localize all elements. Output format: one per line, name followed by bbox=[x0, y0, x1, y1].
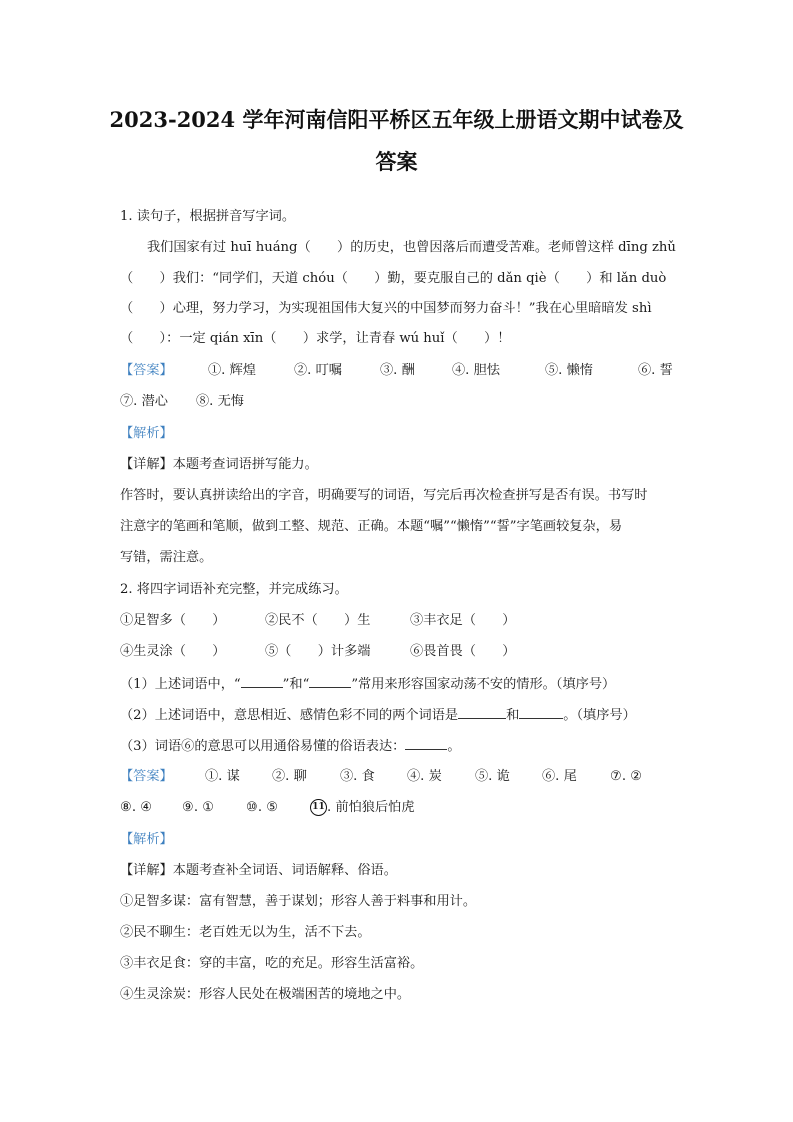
document-title-line2: 答案 bbox=[375, 149, 418, 174]
q2-explanation: ④生灵涂炭：形容人民处在极端困苦的境地之中。 bbox=[120, 987, 411, 1002]
sub-text: 。（填序号） bbox=[563, 708, 636, 723]
q2-explanation: ③丰衣足食：穿的丰富，吃的充足。形容生活富裕。 bbox=[120, 956, 424, 971]
answer-item: ⑤. 诡 bbox=[475, 769, 510, 784]
q1-stem: 1. 读句子，根据拼音写字词。 bbox=[120, 209, 296, 224]
idiom-item: ⑤（ ）计多端 bbox=[265, 644, 371, 659]
answer-item: ②. 聊 bbox=[272, 769, 307, 784]
sub-text: 。 bbox=[447, 739, 461, 754]
sub-text: （2）上述词语中，意思相近、感情色彩不同的两个词语是 bbox=[120, 708, 459, 723]
answer-item: ④. 炭 bbox=[407, 769, 442, 784]
answer-item: ③. 酬 bbox=[380, 363, 415, 378]
answer-item: ⑤. 懒惰 bbox=[545, 363, 593, 378]
document-title-line1: 2023-2024 学年河南信阳平桥区五年级上册语文期中试卷及 bbox=[109, 107, 684, 132]
q1-detail-line: 注意字的笔画和笔顺，做到工整、规范、正确。本题“嘱”“懒惰”“誓”字笔画较复杂，易 bbox=[120, 519, 623, 534]
sub-text: ”常用来形容国家动荡不安的情形。（填序号） bbox=[351, 677, 616, 692]
answer-item: ②. 叮嘱 bbox=[294, 363, 342, 378]
idiom-item: ⑥畏首畏（ ） bbox=[410, 644, 516, 659]
q1-detail-line: 作答时，要认真拼读给出的字音，明确要写的词语，写完后再次检查拼写是否有误。书写时 bbox=[120, 488, 648, 503]
answer-item: ⑨. ① bbox=[182, 800, 215, 815]
answer-item-11 bbox=[310, 799, 415, 817]
q1-passage-line: （ ）：一定 qián xīn（ ）求学，让青春 wú huǐ（ ）！ bbox=[120, 331, 511, 346]
q2-detail-heading bbox=[120, 862, 680, 880]
q2-subquestion-3 bbox=[120, 737, 680, 756]
answer-item: ⑥. 尾 bbox=[542, 769, 577, 784]
idiom-item: ①足智多（ ） bbox=[120, 613, 226, 628]
q2-explanation: ①足智多谋：富有智慧，善于谋划；形容人善于料事和用计。 bbox=[120, 894, 477, 909]
idiom-item: ③丰衣足（ ） bbox=[410, 613, 516, 628]
answer-item: ①. 辉煌 bbox=[208, 363, 256, 378]
answer-blank[interactable] bbox=[405, 737, 447, 750]
q1-detail-line: 写错，需注意。 bbox=[120, 550, 213, 565]
q1-passage-line: （ ）我们：“同学们，天道 chóu（ ）勤，要克服自己的 dǎn qiè（ ）和 lǎn duò bbox=[120, 271, 667, 286]
answer-item: ⑥. 誓 bbox=[638, 363, 673, 378]
detail-tag: 【详解】 bbox=[120, 457, 173, 472]
q2-subquestion-1 bbox=[120, 675, 680, 694]
answer-text: . 前怕狼后怕虎 bbox=[327, 800, 415, 815]
idiom-item: ②民不（ ）生 bbox=[265, 613, 371, 628]
answer-tag: 【答案】 bbox=[120, 363, 173, 378]
answer-tag: 【答案】 bbox=[120, 769, 173, 784]
q1-detail-heading bbox=[120, 456, 680, 474]
sub-text: 和 bbox=[506, 708, 520, 723]
q2-explanation: ②民不聊生：老百姓无以为生，活不下去。 bbox=[120, 925, 371, 940]
answer-item: ⑩. ⑤ bbox=[246, 800, 279, 815]
q2-subquestion-2 bbox=[120, 706, 680, 725]
detail-title: 本题考查补全词语、词语解释、俗语。 bbox=[172, 863, 397, 878]
answer-item: ④. 胆怯 bbox=[452, 363, 500, 378]
answer-blank[interactable] bbox=[241, 675, 283, 688]
answer-blank[interactable] bbox=[519, 706, 563, 719]
answer-blank[interactable] bbox=[309, 675, 351, 688]
q1-passage-line: 我们国家有过 huī huáng（ ）的历史，也曾因落后而遭受苦难。老师曾这样 dīng zhǔ bbox=[147, 240, 676, 255]
q2-stem: 2. 将四字词语补充完整，并完成练习。 bbox=[120, 582, 348, 597]
answer-item: ⑧. 无悔 bbox=[196, 394, 244, 409]
q1-passage-line: （ ）心理，努力学习，为实现祖国伟大复兴的中国梦而努力奋斗！”我在心里暗暗发 shì bbox=[120, 301, 652, 316]
idiom-item: ④生灵涂（ ） bbox=[120, 644, 226, 659]
detail-tag: 【详解】 bbox=[120, 863, 173, 878]
answer-item: ⑦. ② bbox=[610, 769, 643, 784]
answer-item: ⑦. 潜心 bbox=[120, 394, 168, 409]
circled-number-11: 11 bbox=[310, 799, 327, 816]
answer-blank[interactable] bbox=[458, 706, 506, 719]
analysis-tag: 【解析】 bbox=[120, 832, 173, 847]
answer-item: ③. 食 bbox=[340, 769, 375, 784]
answer-item: ①. 谋 bbox=[205, 769, 240, 784]
sub-text: （3）词语⑥的意思可以用通俗易懂的俗语表达： bbox=[120, 739, 406, 754]
answer-item: ⑧. ④ bbox=[120, 800, 153, 815]
sub-text: ”和“ bbox=[282, 677, 310, 692]
analysis-tag: 【解析】 bbox=[120, 426, 173, 441]
sub-text: （1）上述词语中，“ bbox=[120, 677, 241, 692]
detail-title: 本题考查词语拼写能力。 bbox=[172, 457, 318, 472]
